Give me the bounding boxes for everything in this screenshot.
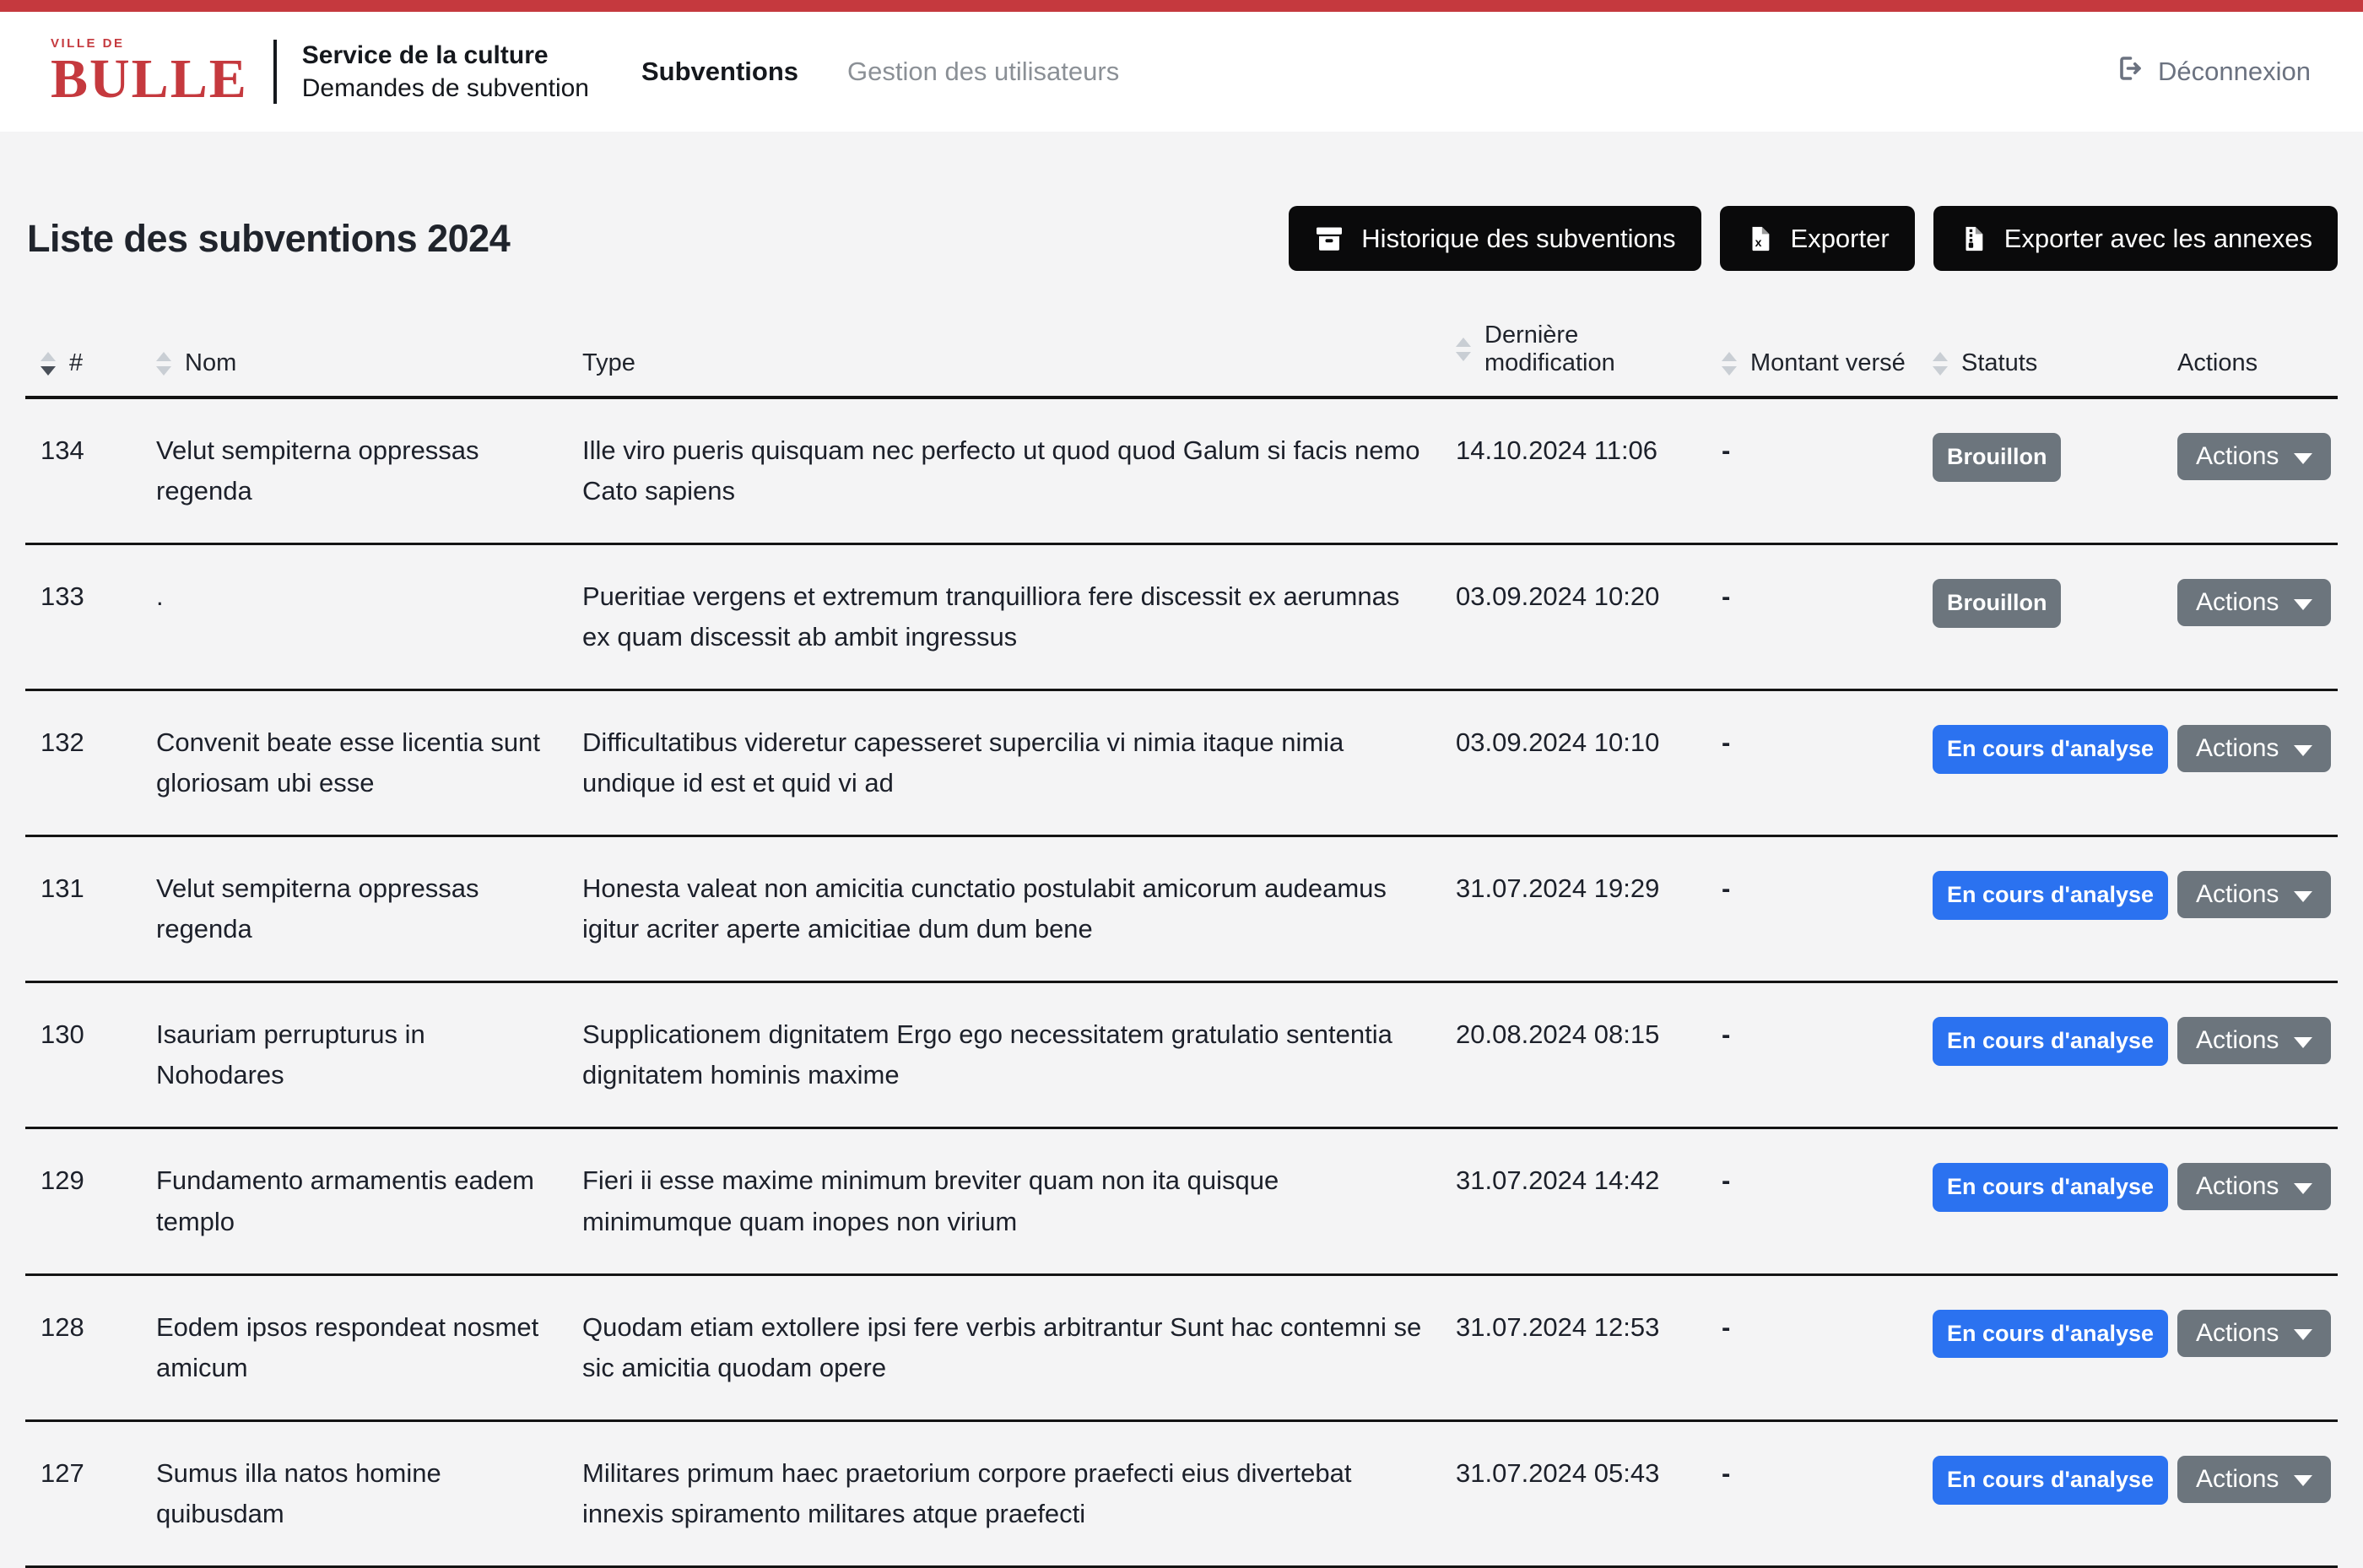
logout-icon — [2114, 53, 2144, 90]
caret-down-icon — [2294, 453, 2312, 464]
table-row — [25, 982, 2338, 1128]
column-label: # — [69, 349, 84, 376]
row-actions-button[interactable] — [2177, 579, 2331, 626]
table-row — [25, 544, 2338, 690]
row-type: Quodam etiam extollere ipsi fere verbis arbitrantur Sunt hac contemni se sic amicitia quodam opere — [582, 1311, 1422, 1382]
column-header-type — [582, 300, 1456, 397]
row-montant: - — [1722, 581, 1731, 612]
row-id: 130 — [41, 1019, 84, 1050]
row-type: Pueritiae vergens et extremum tranquilliora fere discessit ex aerumnas ex quam discessit ab ambit ingressus — [582, 581, 1400, 652]
sort-icon — [156, 352, 171, 376]
table-body — [25, 397, 2338, 1566]
row-id: 133 — [41, 581, 84, 612]
status-badge: Brouillon — [1933, 433, 2061, 482]
table-row — [25, 690, 2338, 836]
row-modified: 14.10.2024 11:06 — [1456, 435, 1658, 465]
history-button-label: Historique des subventions — [1361, 223, 1676, 253]
table-row — [25, 1420, 2338, 1566]
row-actions-label: Actions — [2196, 1026, 2279, 1055]
logout-label: Déconnexion — [2158, 57, 2311, 86]
row-montant: - — [1722, 435, 1731, 465]
row-nom: Eodem ipsos respondeat nosmet amicum — [156, 1311, 539, 1382]
row-nom: Convenit beate esse licentia sunt gloriosam ubi esse — [156, 727, 540, 798]
row-type: Fieri ii esse maxime minimum breviter quam non ita quisque minimumque quam inopes non virium — [582, 1165, 1279, 1236]
row-actions-button[interactable] — [2177, 1017, 2331, 1064]
logout-button[interactable] — [2109, 52, 2316, 91]
row-type: Militares primum haec praetorium corpore praefecti eius divertebat innexis spiramento militares atque praefecti — [582, 1457, 1352, 1528]
row-nom: Fundamento armamentis eadem templo — [156, 1165, 535, 1236]
row-modified: 31.07.2024 14:42 — [1456, 1165, 1660, 1196]
row-nom: . — [156, 581, 164, 612]
row-type: Ille viro pueris quisquam nec perfecto ut quod quod Galum si facis nemo Cato sapiens — [582, 435, 1420, 506]
row-montant: - — [1722, 1165, 1731, 1196]
caret-down-icon — [2294, 599, 2312, 610]
toolbar — [1289, 206, 2338, 271]
status-badge: En cours d'analyse — [1933, 1017, 2168, 1066]
subventions-table — [25, 300, 2338, 1568]
brand-logo — [51, 36, 589, 111]
row-modified: 31.07.2024 05:43 — [1456, 1457, 1660, 1488]
column-label: Nom — [185, 349, 237, 376]
file-excel-icon — [1745, 224, 1774, 253]
table-header — [25, 300, 2338, 397]
column-label: Actions — [2177, 349, 2258, 376]
export-annexes-button[interactable] — [1933, 206, 2338, 271]
caret-down-icon — [2294, 1329, 2312, 1340]
caret-down-icon — [2294, 745, 2312, 756]
service-name — [302, 39, 589, 105]
row-actions-button[interactable] — [2177, 1310, 2331, 1357]
sort-icon — [1456, 338, 1471, 361]
row-nom: Velut sempiterna oppressas regenda — [156, 873, 479, 944]
app-header — [0, 12, 2363, 132]
main-content — [0, 132, 2363, 1568]
table-row — [25, 836, 2338, 982]
column-label: Statuts — [1961, 349, 2038, 376]
column-label: Montant versé — [1750, 349, 1906, 376]
column-header-id[interactable] — [25, 300, 156, 397]
row-montant: - — [1722, 1019, 1731, 1050]
row-id: 127 — [41, 1457, 84, 1488]
row-actions-label: Actions — [2196, 880, 2279, 909]
page-title: Liste des subventions 2024 — [27, 216, 511, 260]
row-actions-label: Actions — [2196, 734, 2279, 763]
status-badge: Brouillon — [1933, 579, 2061, 628]
row-actions-button[interactable] — [2177, 725, 2331, 772]
row-modified: 03.09.2024 10:10 — [1456, 727, 1660, 758]
row-type: Difficultatibus videretur capesseret supercilia vi nimia itaque nimia undique id est et quid vi ad — [582, 727, 1344, 798]
row-actions-label: Actions — [2196, 1464, 2279, 1493]
brand-text — [51, 36, 248, 111]
row-actions-button[interactable] — [2177, 1456, 2331, 1503]
sort-icon — [1722, 352, 1737, 376]
row-actions-button[interactable] — [2177, 433, 2331, 480]
row-montant: - — [1722, 727, 1731, 758]
row-montant: - — [1722, 873, 1731, 904]
row-actions-button[interactable] — [2177, 1163, 2331, 1210]
row-actions-button[interactable] — [2177, 871, 2331, 918]
column-header-nom[interactable] — [156, 300, 582, 397]
brand-pretitle: VILLE DE — [51, 36, 125, 51]
row-modified: 03.09.2024 10:20 — [1456, 581, 1660, 612]
service-line1: Service de la culture — [301, 41, 549, 69]
main-nav — [641, 57, 1119, 87]
row-actions-label: Actions — [2196, 588, 2279, 617]
row-id: 131 — [41, 873, 84, 904]
status-badge: En cours d'analyse — [1933, 1310, 2168, 1359]
caret-down-icon — [2294, 891, 2312, 902]
caret-down-icon — [2294, 1037, 2312, 1048]
history-button[interactable] — [1289, 206, 1701, 271]
row-type: Honesta valeat non amicitia cunctatio postulabit amicorum audeamus igitur acriter aperte amicitiae dum dum bene — [582, 873, 1387, 944]
row-id: 128 — [41, 1311, 84, 1342]
row-id: 132 — [41, 727, 84, 758]
column-header-montant[interactable] — [1722, 300, 1933, 397]
status-badge: En cours d'analyse — [1933, 871, 2168, 920]
export-button[interactable] — [1720, 206, 1915, 271]
column-header-modification[interactable] — [1456, 300, 1722, 397]
top-accent-bar — [0, 0, 2363, 12]
archive-icon — [1314, 224, 1344, 254]
row-montant: - — [1722, 1311, 1731, 1342]
row-id: 134 — [41, 435, 84, 465]
row-modified: 20.08.2024 08:15 — [1456, 1019, 1660, 1050]
table-row — [25, 1128, 2338, 1274]
row-actions-label: Actions — [2196, 1172, 2279, 1201]
sort-icon — [41, 352, 56, 376]
sort-icon — [1933, 352, 1948, 376]
row-nom: Velut sempiterna oppressas regenda — [156, 435, 479, 506]
row-nom: Sumus illa natos homine quibusdam — [156, 1457, 441, 1528]
table-row — [25, 397, 2338, 544]
file-zip-icon — [1959, 224, 1987, 253]
row-modified: 31.07.2024 12:53 — [1456, 1311, 1660, 1342]
brand-title: BULLE — [51, 48, 248, 111]
export-annexes-button-label: Exporter avec les annexes — [2003, 223, 2312, 253]
row-actions-label: Actions — [2196, 442, 2279, 470]
row-modified: 31.07.2024 19:29 — [1456, 873, 1660, 904]
status-badge: En cours d'analyse — [1933, 1456, 2168, 1505]
row-type: Supplicationem dignitatem Ergo ego necessitatem gratulatio sententia dignitatem hominis maxime — [582, 1019, 1392, 1090]
table-row — [25, 1274, 2338, 1420]
svg-text:x: x — [1755, 235, 1762, 250]
export-button-label: Exporter — [1790, 223, 1890, 253]
service-line2: Demandes de subvention — [301, 74, 589, 102]
column-header-statuts[interactable] — [1933, 300, 2177, 397]
caret-down-icon — [2294, 1475, 2312, 1486]
nav-gestion-utilisateurs[interactable]: Gestion des utilisateurs — [847, 57, 1120, 86]
page-head — [25, 206, 2338, 271]
row-id: 129 — [41, 1165, 84, 1196]
brand-divider — [273, 40, 277, 104]
status-badge: En cours d'analyse — [1933, 725, 2168, 774]
column-label: Type — [582, 349, 635, 376]
row-actions-label: Actions — [2196, 1318, 2279, 1347]
caret-down-icon — [2294, 1183, 2312, 1194]
row-nom: Isauriam perrupturus in Nohodares — [156, 1019, 425, 1090]
nav-subventions[interactable]: Subventions — [641, 57, 798, 86]
status-badge: En cours d'analyse — [1933, 1163, 2168, 1212]
column-label: Dernière modification — [1484, 322, 1615, 376]
row-montant: - — [1722, 1457, 1731, 1488]
column-header-actions — [2177, 300, 2338, 397]
